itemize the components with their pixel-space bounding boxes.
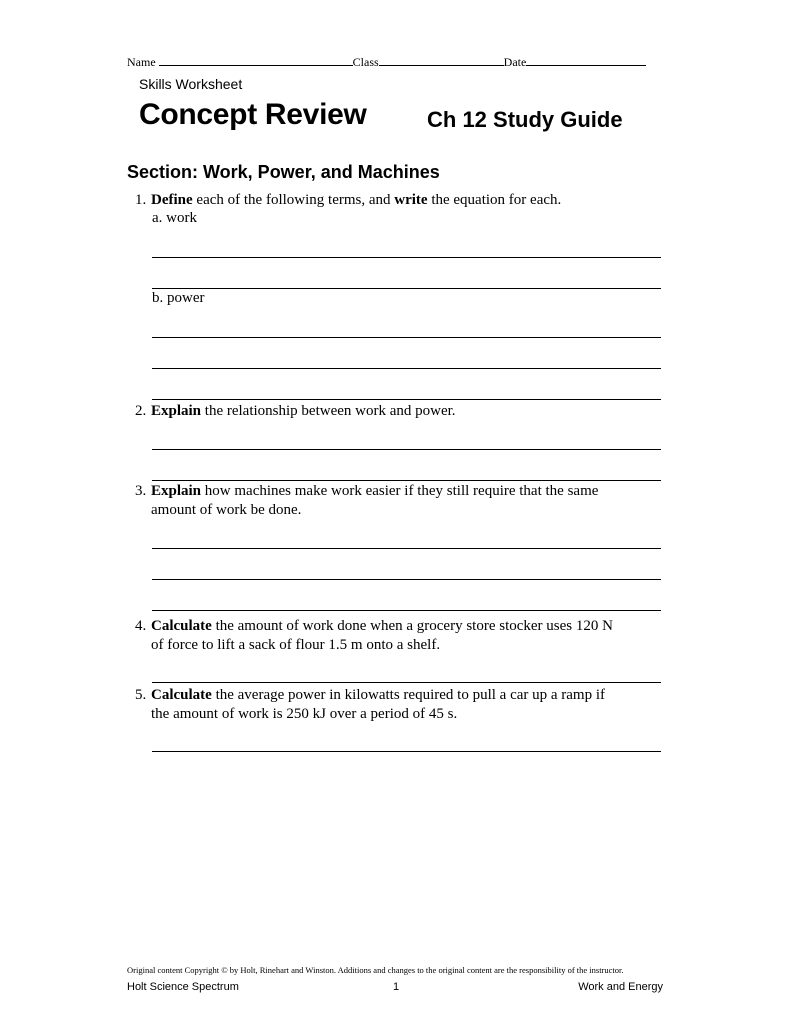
question-1 bbox=[135, 191, 675, 210]
worksheet-type: Skills Worksheet bbox=[139, 76, 243, 92]
answer-line[interactable] bbox=[152, 368, 661, 369]
answer-line[interactable] bbox=[152, 548, 661, 549]
answer-line[interactable] bbox=[152, 480, 661, 481]
question-text-line-2: of force to lift a sack of flour 1.5 m onto a shelf. bbox=[151, 637, 441, 653]
answer-line[interactable] bbox=[152, 751, 661, 752]
question-4 bbox=[135, 617, 675, 655]
question-text: the relationship between work and power. bbox=[201, 403, 456, 419]
question-number: 1. bbox=[135, 192, 147, 208]
answer-line[interactable] bbox=[152, 610, 661, 611]
question-3 bbox=[135, 482, 675, 520]
question-1a-label: a. work bbox=[152, 210, 197, 226]
page-title: Concept Review bbox=[139, 98, 367, 131]
class-field[interactable] bbox=[379, 54, 504, 66]
question-verb: Explain bbox=[151, 483, 202, 499]
question-number: 3. bbox=[135, 483, 147, 499]
name-class-date-header bbox=[127, 54, 646, 70]
question-number: 4. bbox=[135, 618, 147, 634]
class-label: Class bbox=[352, 55, 379, 69]
answer-line[interactable] bbox=[152, 288, 661, 289]
copyright-notice: Original content Copyright © by Holt, Rinehart and Winston. Additions and changes to the original content are the responsibility of the instructor. bbox=[127, 965, 624, 975]
question-verb-2: write bbox=[394, 192, 428, 208]
question-number: 2. bbox=[135, 403, 147, 419]
question-text: the amount of work done when a grocery store stocker uses 120 N bbox=[211, 618, 613, 634]
answer-line[interactable] bbox=[152, 449, 661, 450]
question-5 bbox=[135, 686, 675, 724]
question-verb: Calculate bbox=[151, 618, 212, 634]
page-subtitle: Ch 12 Study Guide bbox=[427, 107, 623, 132]
question-text: each of the following terms, and bbox=[192, 192, 395, 208]
question-verb: Calculate bbox=[151, 687, 212, 703]
answer-line[interactable] bbox=[152, 579, 661, 580]
question-text: the average power in kilowatts required to pull a car up a ramp if bbox=[211, 687, 606, 703]
chapter-name: Work and Energy bbox=[578, 981, 663, 993]
question-verb: Define bbox=[151, 192, 193, 208]
page-number: 1 bbox=[393, 981, 400, 993]
question-text-2: the equation for each. bbox=[427, 192, 562, 208]
answer-line[interactable] bbox=[152, 682, 661, 683]
answer-line[interactable] bbox=[152, 257, 661, 258]
question-1b-label: b. power bbox=[152, 290, 205, 306]
question-text-line-2: the amount of work is 250 kJ over a period of 45 s. bbox=[151, 706, 458, 722]
question-text-line-2: amount of work be done. bbox=[151, 502, 302, 518]
section-heading: Section: Work, Power, and Machines bbox=[127, 162, 440, 182]
date-label: Date bbox=[503, 55, 527, 69]
date-field[interactable] bbox=[526, 54, 646, 66]
question-text: how machines make work easier if they still require that the same bbox=[201, 483, 599, 499]
question-2 bbox=[135, 402, 675, 421]
publisher-name: Holt Science Spectrum bbox=[127, 981, 239, 993]
question-number: 5. bbox=[135, 687, 147, 703]
answer-line[interactable] bbox=[152, 337, 661, 338]
name-field[interactable] bbox=[159, 54, 353, 66]
name-label: Name bbox=[127, 55, 156, 69]
question-verb: Explain bbox=[151, 403, 202, 419]
answer-line[interactable] bbox=[152, 399, 661, 400]
